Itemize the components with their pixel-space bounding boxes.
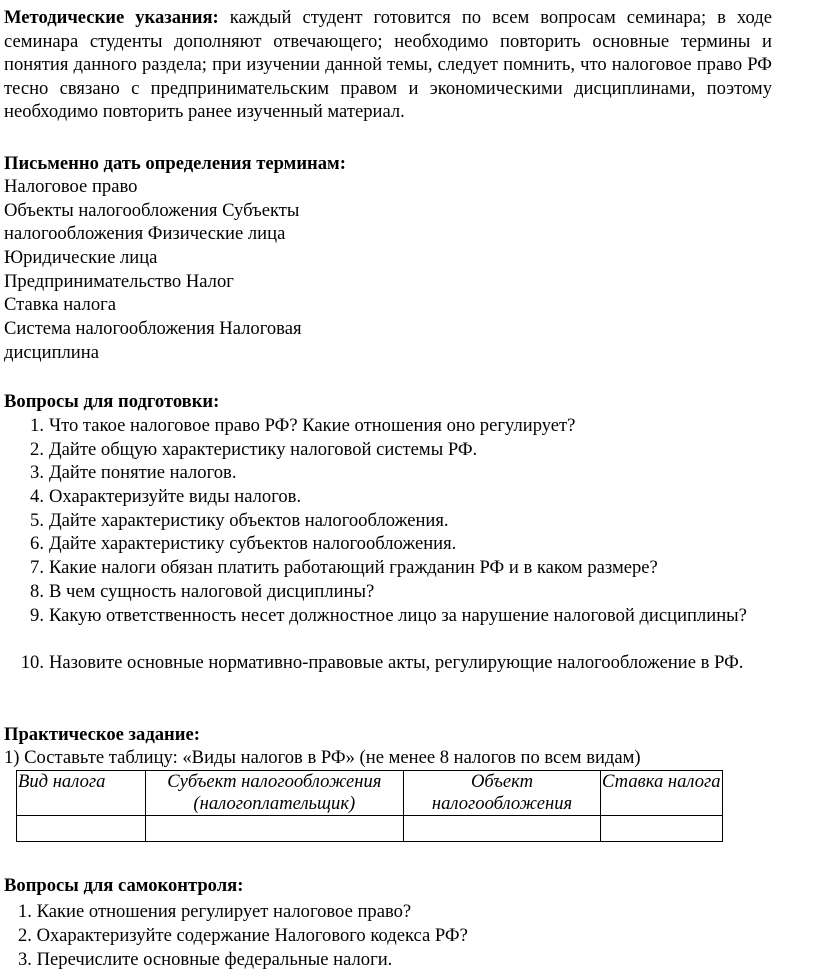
methodical-instructions-text: каждый студент готовится по всем вопросам семинара; в ходе семинара студенты дополняют отвечающего; необходимо повторить основные термины и понятия данного раздела; при изучении данной темы, следует помнить, что налоговое право РФ тесно связано с предпринимательским правом и экономическими дисциплинами, поэтому необходимо повторить ранее изученный материал. xyxy=(4,7,772,122)
question-number: 7. xyxy=(30,557,44,578)
question-number: 9. xyxy=(30,605,44,626)
question-number: 2. xyxy=(30,439,44,460)
table-cell xyxy=(403,816,600,842)
question-text: Какую ответственность несет должностное лицо за нарушение налоговой дисциплины? xyxy=(49,605,747,626)
table-cell xyxy=(601,816,723,842)
question-text: Охарактеризуйте виды налогов. xyxy=(49,486,302,507)
question-text: Дайте понятие налогов. xyxy=(49,462,237,483)
question-number: 1. xyxy=(30,415,44,436)
term-line: Объекты налогообложения Субъекты xyxy=(4,200,300,221)
methodical-instructions-label: Методические указания: xyxy=(4,7,219,28)
term-line: дисциплина xyxy=(4,342,99,363)
question-text: Дайте общую характеристику налоговой системы РФ. xyxy=(49,439,478,460)
question-text: Назовите основные нормативно-правовые акты, регулирующие налогообложение в РФ. xyxy=(49,652,744,673)
question-text: Что такое налоговое право РФ? Какие отношения оно регулирует? xyxy=(49,415,576,436)
question-number: 4. xyxy=(30,486,44,507)
question-text: В чем сущность налоговой дисциплины? xyxy=(49,581,375,602)
term-line: Налоговое право xyxy=(4,176,138,197)
header-tax-rate: Ставка налога xyxy=(601,771,723,816)
tax-types-table xyxy=(16,770,723,842)
header-tax-subject: Субъект налогообложения (налогоплательщик) xyxy=(145,771,403,816)
term-line: Юридические лица xyxy=(4,247,158,268)
table-cell xyxy=(17,816,146,842)
methodical-instructions xyxy=(4,6,772,124)
term-line: Предпринимательство Налог xyxy=(4,271,234,292)
question-number: 6. xyxy=(30,533,44,554)
table-header-row xyxy=(17,771,723,816)
header-tax-type: Вид налога xyxy=(17,771,146,816)
selfcheck-item: 2. Охарактеризуйте содержание Налогового кодекса РФ? xyxy=(18,925,468,946)
question-text: Дайте характеристику субъектов налогообложения. xyxy=(49,533,457,554)
question-number: 3. xyxy=(30,462,44,483)
practical-heading: Практическое задание: xyxy=(4,724,200,745)
question-text: Дайте характеристику объектов налогообложения. xyxy=(49,510,449,531)
question-number: 8. xyxy=(30,581,44,602)
question-text: Какие налоги обязан платить работающий гражданин РФ и в каком размере? xyxy=(49,557,658,578)
selfcheck-item: 3. Перечислите основные федеральные налоги. xyxy=(18,949,393,970)
header-tax-object: Объект налогообложения xyxy=(403,771,600,816)
question-number: 10. xyxy=(20,652,44,673)
table-cell xyxy=(145,816,403,842)
selfcheck-item: 1. Какие отношения регулирует налоговое право? xyxy=(18,901,412,922)
term-line: Ставка налога xyxy=(4,294,117,315)
terms-heading: Письменно дать определения терминам: xyxy=(4,153,346,174)
questions-heading: Вопросы для подготовки: xyxy=(4,391,220,412)
term-line: Система налогообложения Налоговая xyxy=(4,318,302,339)
term-line: налогообложения Физические лица xyxy=(4,223,286,244)
practical-task: 1) Составьте таблицу: «Виды налогов в РФ» (не менее 8 налогов по всем видам) xyxy=(4,747,641,768)
selfcheck-heading: Вопросы для самоконтроля: xyxy=(4,875,244,896)
question-number: 5. xyxy=(30,510,44,531)
table-row xyxy=(17,816,723,842)
